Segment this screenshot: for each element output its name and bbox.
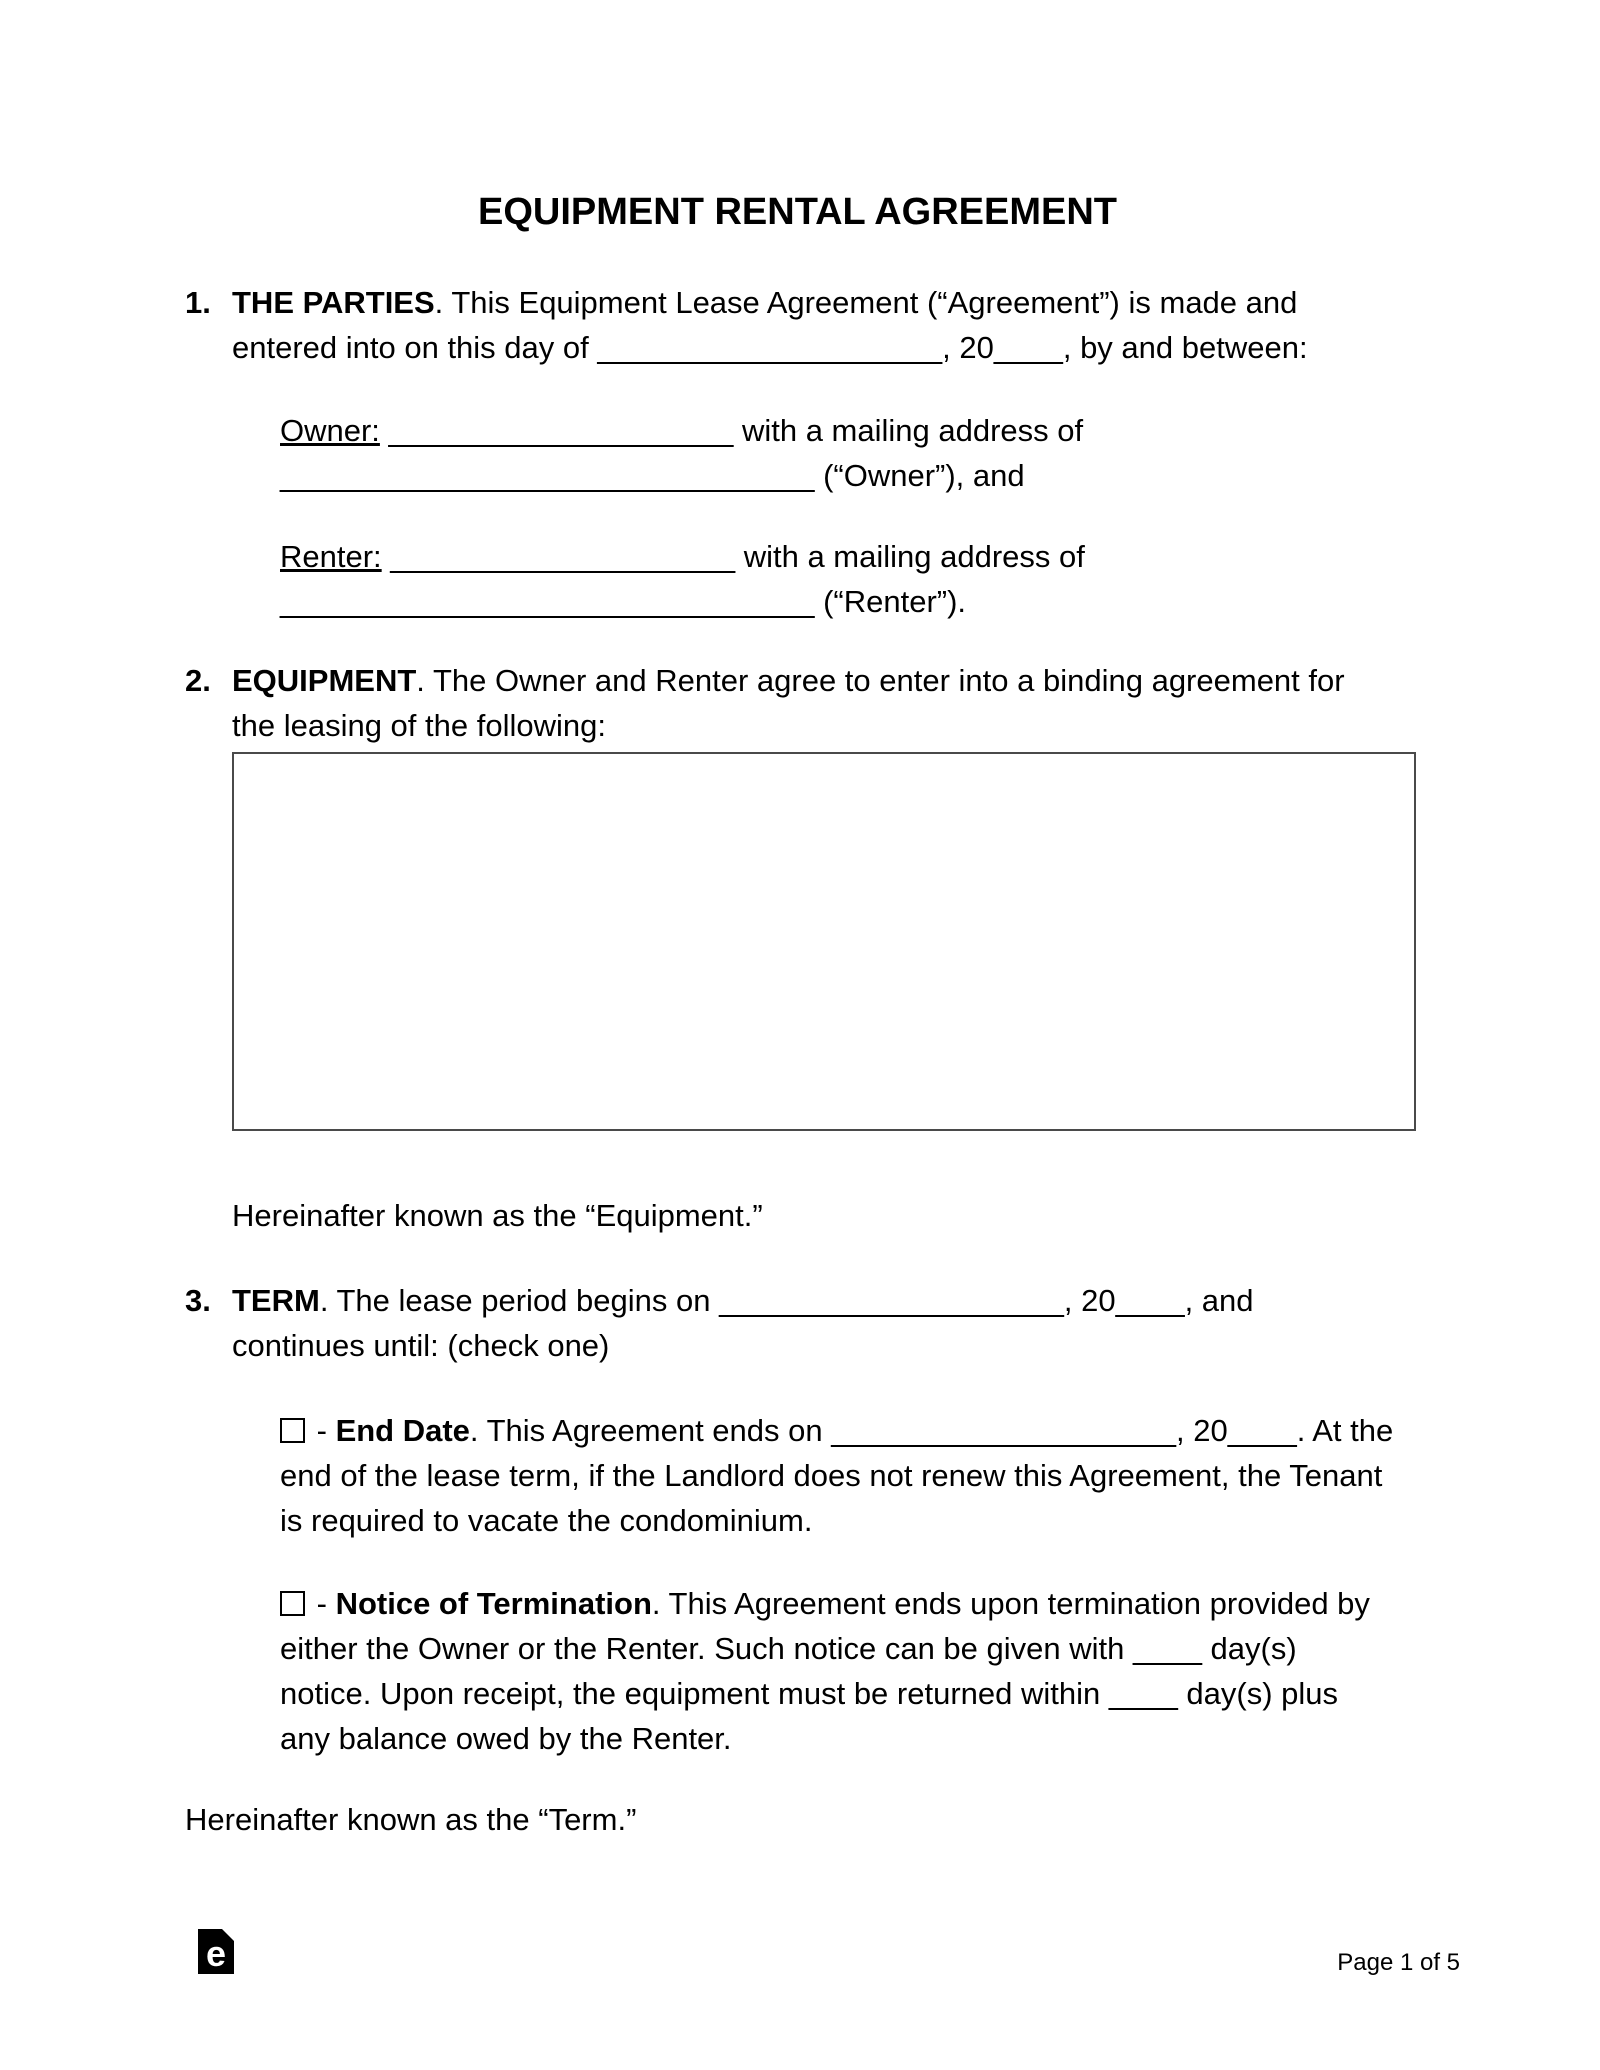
equipment-note: Hereinafter known as the “Equipment.” (232, 1198, 763, 1233)
end-date-option: - End Date. This Agreement ends on ____________________, 20____. At the end of the lease term, if the Landlord does not renew this Agreement, the Tenant is required to vacate the condominium. (280, 1413, 1394, 1538)
section-parties-text: THE PARTIES. This Equipment Lease Agreement (“Agreement”) is made and entered into on this day of ____________________, 20____, by and between: (232, 285, 1308, 365)
section-equipment-text: EQUIPMENT. The Owner and Renter agree to enter into a binding agreement for the leasing of the following: (232, 663, 1345, 743)
renter-paragraph: Renter: ____________________ with a mailing address of _______________________________ (“Renter”). (280, 539, 1085, 619)
section-term-number: 3. (185, 1283, 211, 1318)
section-parties (185, 280, 1410, 370)
owner-paragraph: Owner: ____________________ with a mailing address of _______________________________ (“Owner”), and (280, 413, 1084, 493)
equipment-description-box[interactable] (232, 752, 1416, 1131)
checkbox-icon[interactable] (280, 1591, 305, 1616)
page-number: Page 1 of 5 (1337, 1949, 1460, 1976)
document-title: EQUIPMENT RENTAL AGREEMENT (478, 191, 1117, 233)
checkbox-icon[interactable] (280, 1418, 305, 1443)
section-equipment-number: 2. (185, 663, 211, 698)
term-note: Hereinafter known as the “Term.” (185, 1802, 637, 1837)
section-term (185, 1278, 1410, 1368)
section-equipment (185, 658, 1410, 748)
notice-of-termination-option: - Notice of Termination. This Agreement ends upon termination provided by either the Owner or the Renter. Such notice can be given with ____ day(s) notice. Upon receipt, the equipment must be returned within ____ day(s) plus any balance owed by the Renter. (280, 1586, 1370, 1756)
eforms-logo-letter: e (205, 1932, 227, 1974)
section-term-text: TERM. The lease period begins on ____________________, 20____, and continues until: (check one) (232, 1283, 1254, 1363)
section-parties-number: 1. (185, 285, 211, 320)
eforms-logo-icon (198, 1929, 234, 1974)
